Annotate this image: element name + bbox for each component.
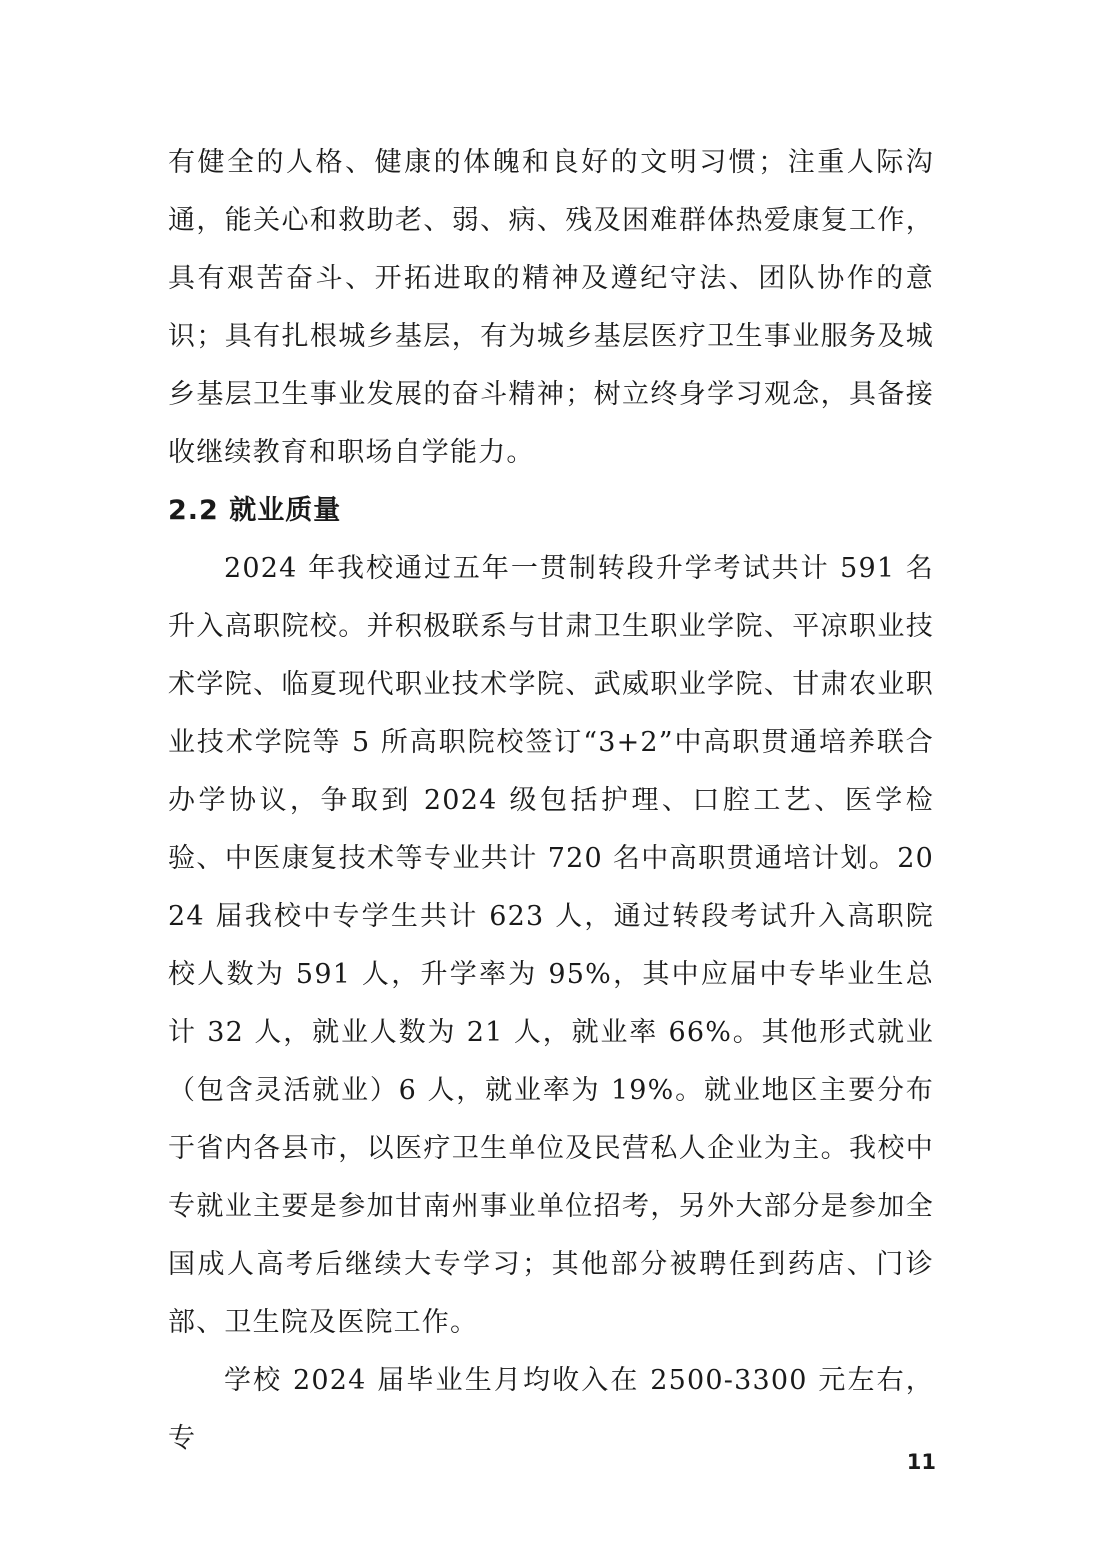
paragraph-employment-statistics: 2024 年我校通过五年一贯制转段升学考试共计 591 名升入高职院校。并积极联系与甘肃卫生职业学院、平凉职业技术学院、临夏现代职业技术学院、武威职业学院、甘肃农业职业技术学院等 5 所高职院校签订“3+2”中高职贯通培养联合办学协议，争取到 2024 级包括护理、口腔工艺、医学检验、中医康复技术等专业共计 720 名中高职贯通培计划。2024 届我校中专学生共计 623 人，通过转段考试升入高职院校人数为 591 人，升学率为 95%，其中应届中专毕业生总计 32 人，就业人数为 21 人，就业率 66%。其他形式就业（包含灵活就业）6 人，就业率为 19%。就业地区主要分布于省内各县市，以医疗卫生单位及民营私人企业为主。我校中专就业主要是参加甘南州事业单位招考，另外大部分是参加全国成人高考后继续大专学习；其他部分被聘任到药店、门诊部、卫生院及医院工作。 (168, 553, 934, 1338)
paragraph-graduate-income: 学校 2024 届毕业生月均收入在 2500-3300 元左右，专 (168, 1365, 934, 1454)
document-page (168, 134, 934, 1468)
page-number: 11 (906, 1450, 936, 1474)
section-heading-employment-quality: 2.2 就业质量 (168, 495, 342, 526)
paragraph-graduate-qualities: 有健全的人格、健康的体魄和良好的文明习惯；注重人际沟通，能关心和救助老、弱、病、残及困难群体热爱康复工作，具有艰苦奋斗、开拓进取的精神及遵纪守法、团队协作的意识；具有扎根城乡基层，有为城乡基层医疗卫生事业服务及城乡基层卫生事业发展的奋斗精神；树立终身学习观念，具备接收继续教育和职场自学能力。 (168, 147, 934, 468)
